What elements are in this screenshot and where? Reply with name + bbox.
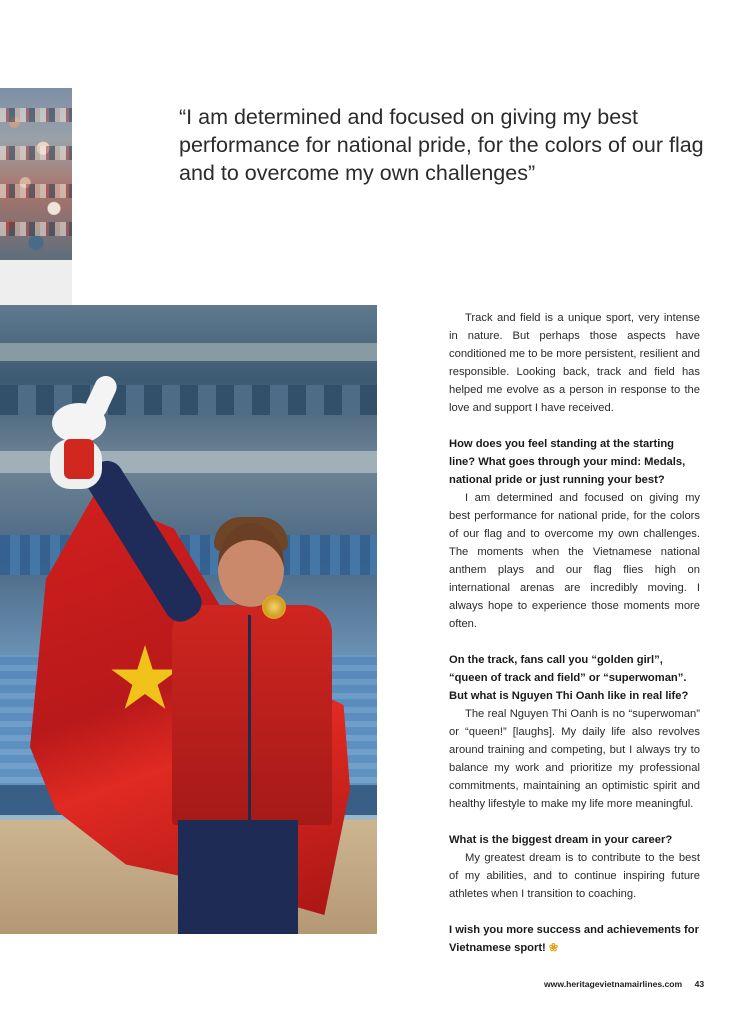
article-body xyxy=(449,309,700,957)
paragraph: I am determined and focused on giving my best performance for national pride, for the colors of our flag and to overcome my own challenges. The moments when the Vietnamese national anthem plays and our flag flies high on international arenas are incredibly moving. I always hope to experience those moments more often. xyxy=(449,492,700,630)
interview-question: On the track, fans call you “golden girl”, “queen of track and field” or “superwoman”. But what is Nguyen Thi Oanh like in real life? xyxy=(449,654,689,702)
crowd-photo xyxy=(0,88,72,260)
decorative-block xyxy=(0,260,72,305)
interview-question: What is the biggest dream in your career? xyxy=(449,834,673,846)
paragraph: Track and field is a unique sport, very intense in nature. But perhaps those aspects have conditioned me to be more persistent, resilient and responsible. Looking back, track and field has helped me evolve as a person in response to the love and support I have received. xyxy=(449,312,700,414)
page-number: 43 xyxy=(694,979,705,989)
athlete-photo xyxy=(0,305,377,934)
page-footer xyxy=(544,979,704,989)
interview-question: How does you feel standing at the starting line? What goes through your mind: Medals, national pride or just running your best? xyxy=(449,438,686,486)
closing-text: I wish you more success and achievements for Vietnamese sport! xyxy=(449,924,699,954)
pull-quote: “I am determined and focused on giving my best performance for national pride, for the colors of our flag and to overcome my own challenges” xyxy=(179,105,704,185)
website-url: www.heritagevietnamairlines.com xyxy=(544,979,683,989)
paragraph: My greatest dream is to contribute to the best of my abilities, and to continue inspiring future athletes when I transition to coaching. xyxy=(449,852,700,900)
mascot-toy xyxy=(40,375,120,505)
gold-medal-icon xyxy=(262,595,286,619)
lotus-icon: ❀ xyxy=(548,942,559,954)
paragraph: The real Nguyen Thi Oanh is no “superwoman” or “queen!” [laughs]. My daily life also revolves around training and competing, but I always try to balance my work and prioritize my professional commitments, maintaining an optimistic spirit and healthy lifestyle to make my life more meaningful. xyxy=(449,708,700,810)
closing-statement xyxy=(449,921,700,957)
